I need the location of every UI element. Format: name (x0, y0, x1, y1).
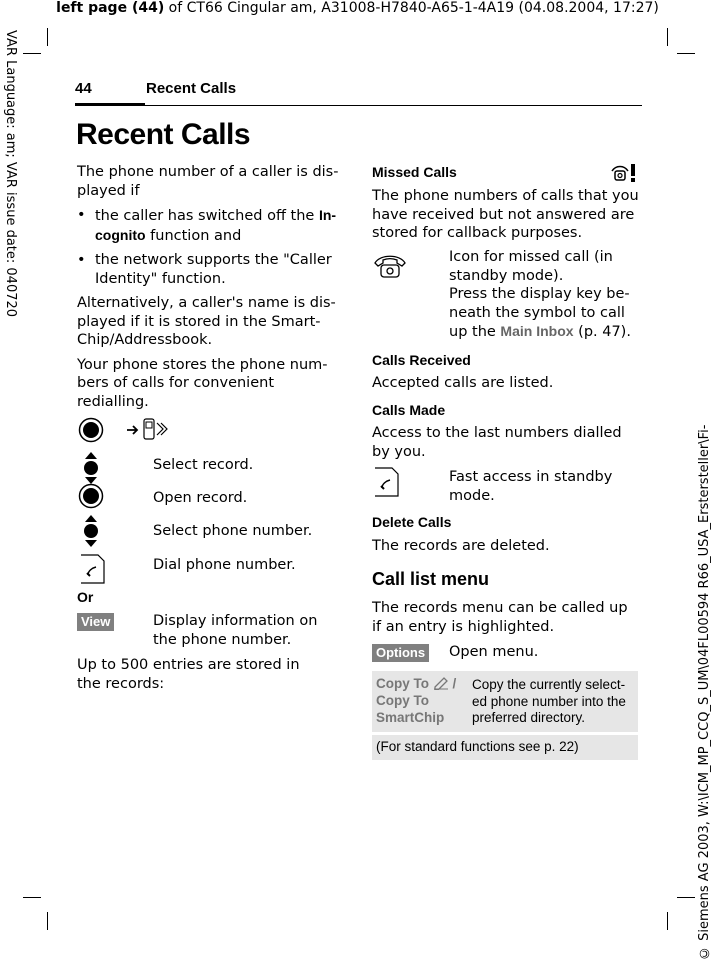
copy-to-description: Copy the currently select-ed phone number into the preferred directory. (472, 677, 626, 725)
calls-made-icon-description: Fast access in standby mode. (449, 469, 613, 504)
step-text: Select phone number. (153, 523, 313, 539)
missed-call-icon (372, 252, 408, 284)
page-number: 44 (75, 80, 92, 97)
step-text: Select record. (153, 457, 254, 473)
header-rule-thin (145, 105, 642, 106)
missed-icon-text-c: (p. 47). (573, 324, 631, 340)
delete-calls-text: The records are deleted. (372, 538, 550, 554)
options-softkey[interactable] (372, 642, 429, 662)
view-softkey-label: View (77, 613, 114, 631)
print-header (0, 0, 715, 16)
call-key-icon (372, 466, 400, 502)
print-header-bold: left page (44) (56, 0, 165, 16)
delete-calls-heading: Delete Calls (372, 514, 452, 530)
call-list-icon (140, 416, 174, 446)
table-row (372, 735, 638, 760)
call-key-icon (78, 553, 106, 589)
menu-function-table (372, 671, 638, 760)
call-list-menu-heading: Call list menu (372, 569, 490, 589)
intro-text: The phone number of a caller is dis-played if (77, 164, 339, 199)
print-header-rest: of CT66 Cingular am, A31008-H7840-A65-1-4A19 (04.08.2004, 17:27) (164, 0, 659, 16)
missed-calls-heading: Missed Calls (372, 164, 457, 180)
crop-mark (47, 912, 48, 930)
alternative-text: Alternatively, a caller's name is dis-played if it is stored in the Smart-Chip/Addressbook. (77, 295, 336, 348)
crop-mark (667, 912, 668, 930)
table-row (372, 671, 638, 732)
bullet-post: function and (145, 227, 242, 244)
missed-icon-text-b: Press the display key be-neath the symbol to call up the (449, 286, 630, 340)
crop-mark (23, 53, 41, 54)
crop-mark (23, 897, 41, 898)
crop-mark (677, 897, 695, 898)
center-key-icon (78, 483, 104, 513)
calls-made-heading: Calls Made (372, 402, 446, 418)
page-title: Recent Calls (76, 118, 251, 151)
copy-to-smartchip-label: Copy To SmartChip (376, 693, 445, 725)
calls-received-heading: Calls Received (372, 352, 471, 368)
copy-to-function[interactable] (376, 675, 466, 726)
side-copyright-note: © Siemens AG 2003, W:\ICM_MP_CCQ_S_UM\04FL00594 R66_USA_Erstersteller\Fi- (697, 424, 712, 960)
bullet-keyword: In-cognito (95, 207, 337, 243)
copy-to-label: Copy To (376, 676, 429, 691)
options-softkey-label: Options (372, 644, 429, 662)
copy-to-separator: / (448, 676, 457, 691)
standard-functions-note: (For standard functions see p. 22) (376, 739, 579, 754)
addressbook-icon (433, 676, 449, 690)
missed-calls-text: The phone numbers of calls that you have received but not answered are stored for callback purposes. (372, 188, 639, 241)
bullet-text: the network supports the "Caller Identity" function. (95, 252, 332, 287)
call-list-menu-text: The records menu can be called up if an entry is highlighted. (372, 600, 628, 635)
calls-received-text: Accepted calls are listed. (372, 375, 554, 391)
view-description: Display information on the phone number. (153, 613, 318, 648)
missed-icon-text-a: Icon for missed call (in standby mode). (449, 249, 613, 284)
options-description: Open menu. (449, 644, 539, 660)
running-title: Recent Calls (146, 80, 237, 97)
left-column (77, 163, 339, 411)
crop-mark (677, 53, 695, 54)
bullet-item: • the network supports the "Caller Identity" function. (77, 252, 332, 287)
step-text: Open record. (153, 490, 248, 506)
missed-icon-description (449, 248, 639, 342)
center-key-icon (78, 417, 104, 447)
up-to-text: Up to 500 entries are stored in the records: (77, 657, 300, 692)
bullet-pre: the caller has switched off the (95, 208, 319, 224)
header-rule-thick (75, 103, 145, 106)
stores-text: Your phone stores the phone num-bers of calls for convenient redialling. (77, 356, 328, 410)
view-softkey[interactable] (77, 611, 114, 631)
step-text: Dial phone number. (153, 557, 296, 573)
navi-icon (80, 514, 102, 552)
main-inbox-keyword: Main Inbox (500, 323, 574, 339)
bullet-item: • the caller has switched off the In-cognito function and (77, 207, 337, 244)
calls-made-text: Access to the last numbers dialled by you. (372, 425, 622, 460)
side-language-note: VAR Language: am; VAR issue date: 040720 (3, 30, 18, 318)
crop-mark (47, 28, 48, 46)
missed-call-status-icon (610, 162, 638, 188)
or-label: Or (77, 589, 94, 605)
crop-mark (667, 28, 668, 46)
